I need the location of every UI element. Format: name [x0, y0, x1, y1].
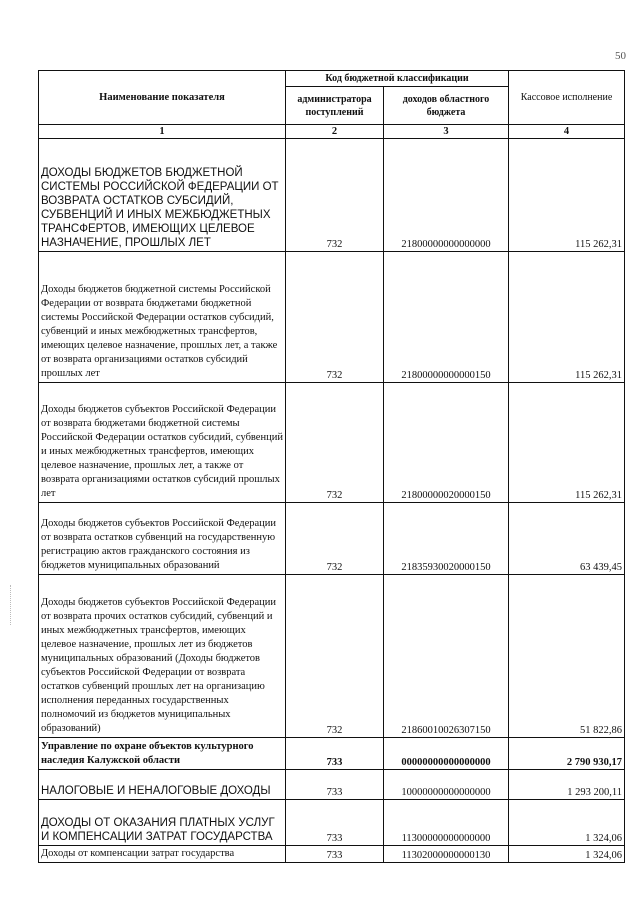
table-row: [39, 383, 625, 503]
row-name: Доходы от компенсации затрат государства: [39, 846, 286, 863]
row-name: Доходы бюджетов субъектов Российской Федерации от возврата прочих остатков субсидий, субвенций и иных межбюджетных трансфертов, имеющих целевое назначение, прошлых лет из бюджетов муниципальных образований (Доходы бюджетов субъектов Российской Федерации от возврата остатков субвенций прошлых лет на организацию исполнения переданных государственных полномочий из бюджетов муниципальных образований): [39, 575, 286, 738]
row-income-code: 00000000000000000: [384, 738, 509, 770]
table-row-section: [39, 738, 625, 770]
row-amount: 2 790 930,17: [509, 738, 625, 770]
table-row: [39, 503, 625, 575]
row-income-code: 11300000000000000: [384, 800, 509, 846]
col-number-1: 1: [39, 125, 286, 139]
row-admin-code: 732: [286, 503, 384, 575]
row-name: Доходы бюджетов субъектов Российской Федерации от возврата бюджетами бюджетной системы Российской Федерации остатков субсидий, субвенций и иных межбюджетных трансфертов, имеющих целевое назначение, прошлых лет, а также от возврата организациями остатков субсидий прошлых лет: [39, 383, 286, 503]
header-amount-col: Кассовое исполнение: [509, 71, 625, 125]
header-income-col: доходов областного бюджета: [384, 87, 509, 125]
budget-table: [38, 70, 625, 863]
scan-artifact: [10, 585, 13, 625]
row-admin-code: 733: [286, 770, 384, 800]
table-row: [39, 800, 625, 846]
row-name: Доходы бюджетов бюджетной системы Российской Федерации от возврата бюджетами бюджетной системы Российской Федерации остатков субсидий, субвенций и иных межбюджетных трансфертов, имеющих целевое назначение, прошлых лет, а также от возврата организациями остатков субсидий прошлых лет: [39, 252, 286, 383]
table-row: [39, 139, 625, 252]
row-amount: 115 262,31: [509, 383, 625, 503]
row-amount: 63 439,45: [509, 503, 625, 575]
row-name: Управление по охране объектов культурного наследия Калужской области: [39, 738, 286, 770]
row-admin-code: 732: [286, 252, 384, 383]
row-income-code: 21835930020000150: [384, 503, 509, 575]
row-name: ДОХОДЫ БЮДЖЕТОВ БЮДЖЕТНОЙ СИСТЕМЫ РОССИЙСКОЙ ФЕДЕРАЦИИ ОТ ВОЗВРАТА ОСТАТКОВ СУБСИДИЙ, СУБВЕНЦИЙ И ИНЫХ МЕЖБЮДЖЕТНЫХ ТРАНСФЕРТОВ, ИМЕЮЩИХ ЦЕЛЕВОЕ НАЗНАЧЕНИЕ, ПРОШЛЫХ ЛЕТ: [39, 139, 286, 252]
header-name-col: Наименование показателя: [39, 71, 286, 125]
row-amount: 1 324,06: [509, 846, 625, 863]
row-amount: 1 324,06: [509, 800, 625, 846]
row-name: Доходы бюджетов субъектов Российской Федерации от возврата остатков субвенций на государственную регистрацию актов гражданского состояния из бюджетов муниципальных образований: [39, 503, 286, 575]
col-number-2: 2: [286, 125, 384, 139]
table-row: [39, 575, 625, 738]
row-admin-code: 732: [286, 575, 384, 738]
row-admin-code: 733: [286, 800, 384, 846]
row-income-code: 21860010026307150: [384, 575, 509, 738]
table-row: [39, 770, 625, 800]
row-amount: 115 262,31: [509, 252, 625, 383]
row-admin-code: 733: [286, 846, 384, 863]
row-income-code: 21800000000000150: [384, 252, 509, 383]
row-amount: 51 822,86: [509, 575, 625, 738]
col-number-4: 4: [509, 125, 625, 139]
row-income-code: 10000000000000000: [384, 770, 509, 800]
header-code-group: Код бюджетной классификации: [286, 71, 509, 87]
row-amount: 115 262,31: [509, 139, 625, 252]
table-row: [39, 252, 625, 383]
row-income-code: 11302000000000130: [384, 846, 509, 863]
table-row: [39, 846, 625, 863]
row-income-code: 21800000020000150: [384, 383, 509, 503]
header-admin-col: администратора поступлений: [286, 87, 384, 125]
row-name: НАЛОГОВЫЕ И НЕНАЛОГОВЫЕ ДОХОДЫ: [39, 770, 286, 800]
row-admin-code: 733: [286, 738, 384, 770]
row-amount: 1 293 200,11: [509, 770, 625, 800]
page-number: 50: [615, 50, 626, 62]
row-name: ДОХОДЫ ОТ ОКАЗАНИЯ ПЛАТНЫХ УСЛУГ И КОМПЕНСАЦИИ ЗАТРАТ ГОСУДАРСТВА: [39, 800, 286, 846]
row-income-code: 21800000000000000: [384, 139, 509, 252]
col-number-3: 3: [384, 125, 509, 139]
row-admin-code: 732: [286, 139, 384, 252]
row-admin-code: 732: [286, 383, 384, 503]
